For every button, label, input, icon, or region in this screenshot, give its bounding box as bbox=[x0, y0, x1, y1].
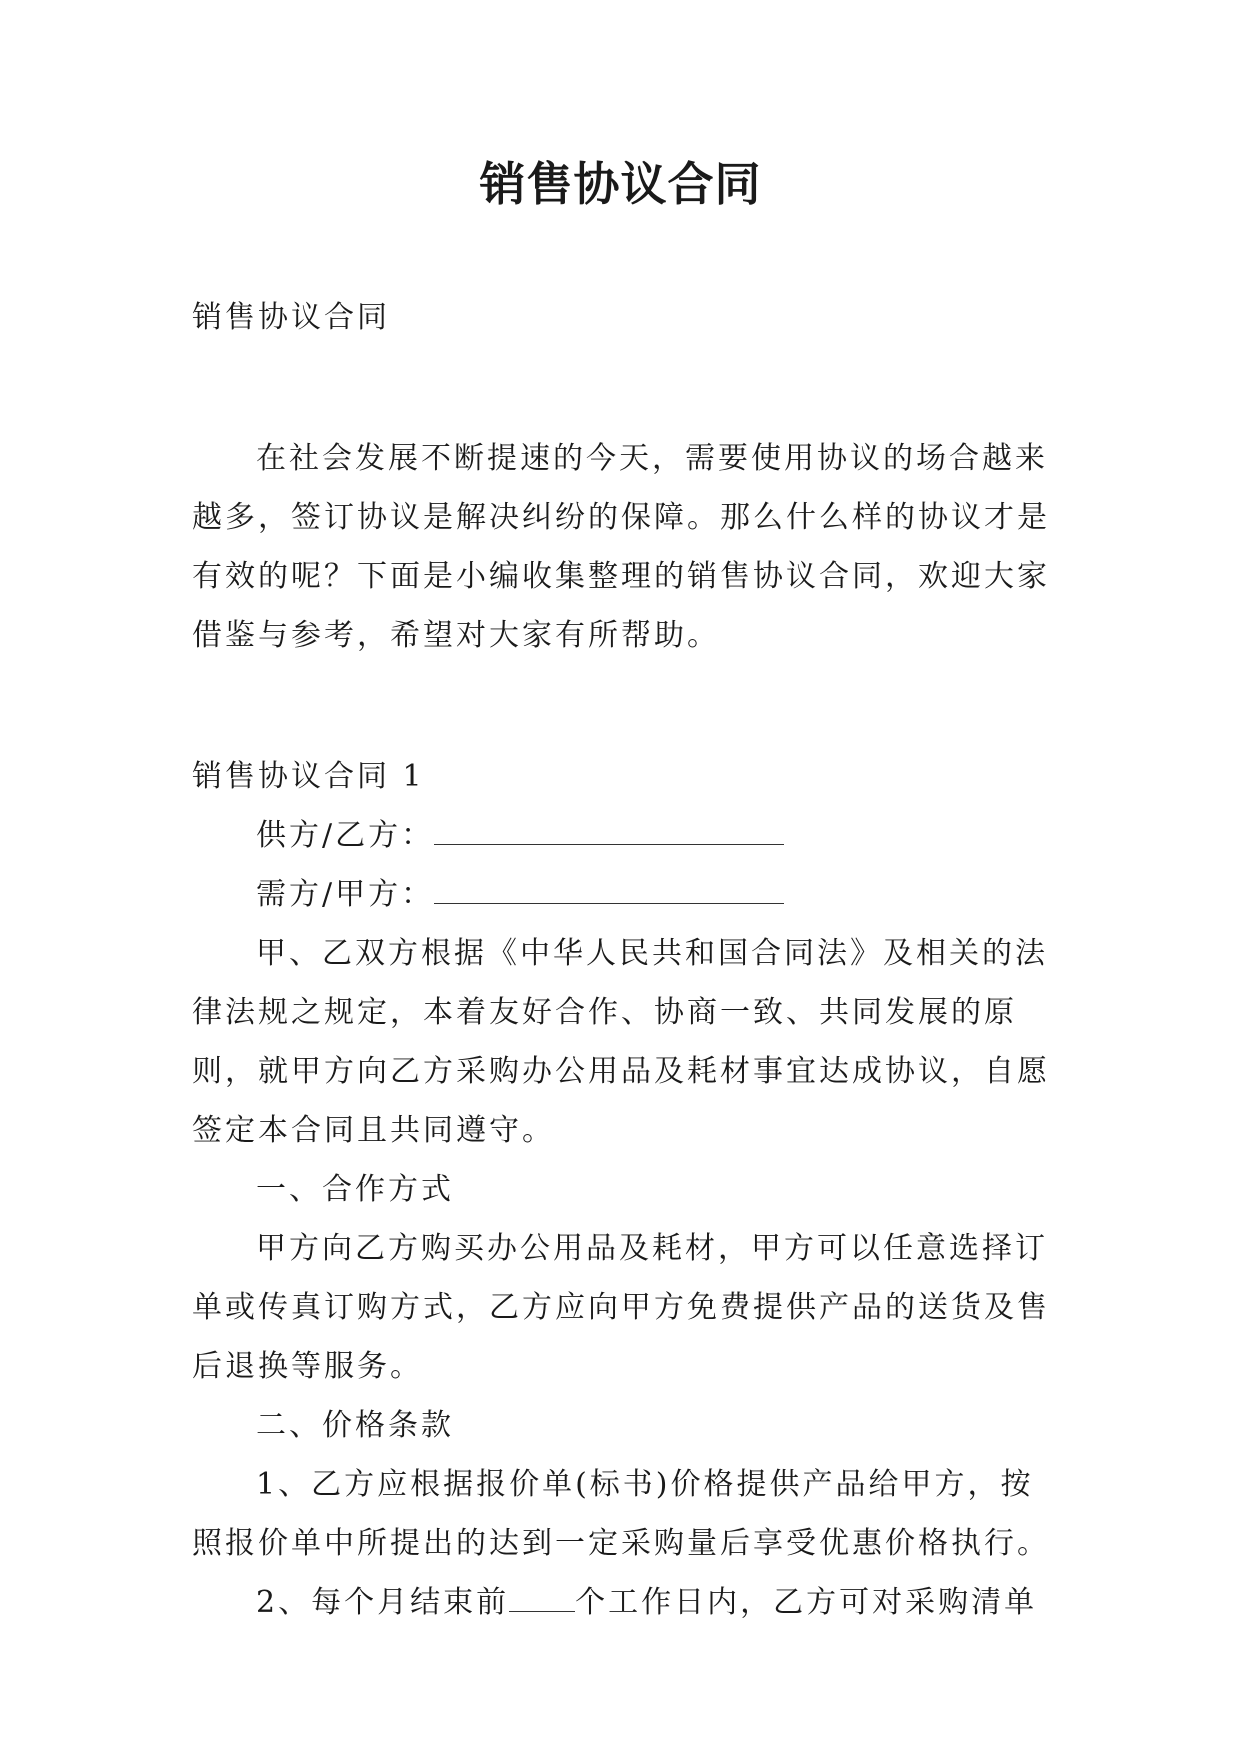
document-body bbox=[192, 288, 1062, 1632]
clause-2-prefix: 2、每个月结束前 bbox=[256, 1585, 510, 1620]
clause-2-suffix: 个工作日内，乙方可对采购清单 bbox=[575, 1585, 1038, 1620]
clause-1: 1、乙方应根据报价单(标书)价格提供产品给甲方，按照报价单中所提出的达到一定采购量后享受优惠价格执行。 bbox=[192, 1467, 1050, 1561]
paragraph-2: 甲方向乙方购买办公用品及耗材，甲方可以任意选择订单或传真订购方式，乙方应向甲方免费提供产品的送货及售后退换等服务。 bbox=[192, 1231, 1050, 1384]
section-heading: 销售协议合同 1 bbox=[192, 759, 425, 794]
buyer-blank bbox=[434, 879, 784, 904]
spacer bbox=[192, 347, 1062, 429]
paragraph-1: 甲、乙双方根据《中华人民共和国合同法》及相关的法律法规之规定，本着友好合作、协商一致、共同发展的原则，就甲方向乙方采购办公用品及耗材事宜达成协议，自愿签定本合同且共同遵守。 bbox=[192, 936, 1050, 1148]
supplier-line bbox=[192, 806, 1062, 865]
clause-2 bbox=[192, 1573, 1062, 1632]
document-subtitle: 销售协议合同 bbox=[192, 300, 390, 335]
clause-2-blank bbox=[509, 1587, 575, 1612]
document-title: 销售协议合同 bbox=[479, 157, 762, 211]
buyer-line bbox=[192, 865, 1062, 924]
supplier-blank bbox=[434, 820, 784, 845]
buyer-label: 需方/甲方： bbox=[256, 877, 435, 912]
heading-price: 二、价格条款 bbox=[256, 1408, 454, 1443]
intro-paragraph: 在社会发展不断提速的今天，需要使用协议的场合越来越多，签订协议是解决纠纷的保障。那么什么样的协议才是有效的呢？下面是小编收集整理的销售协议合同，欢迎大家借鉴与参考，希望对大家有所帮助。 bbox=[192, 441, 1050, 653]
supplier-label: 供方/乙方： bbox=[256, 818, 435, 853]
spacer bbox=[192, 665, 1062, 747]
heading-cooperation: 一、合作方式 bbox=[256, 1172, 454, 1207]
